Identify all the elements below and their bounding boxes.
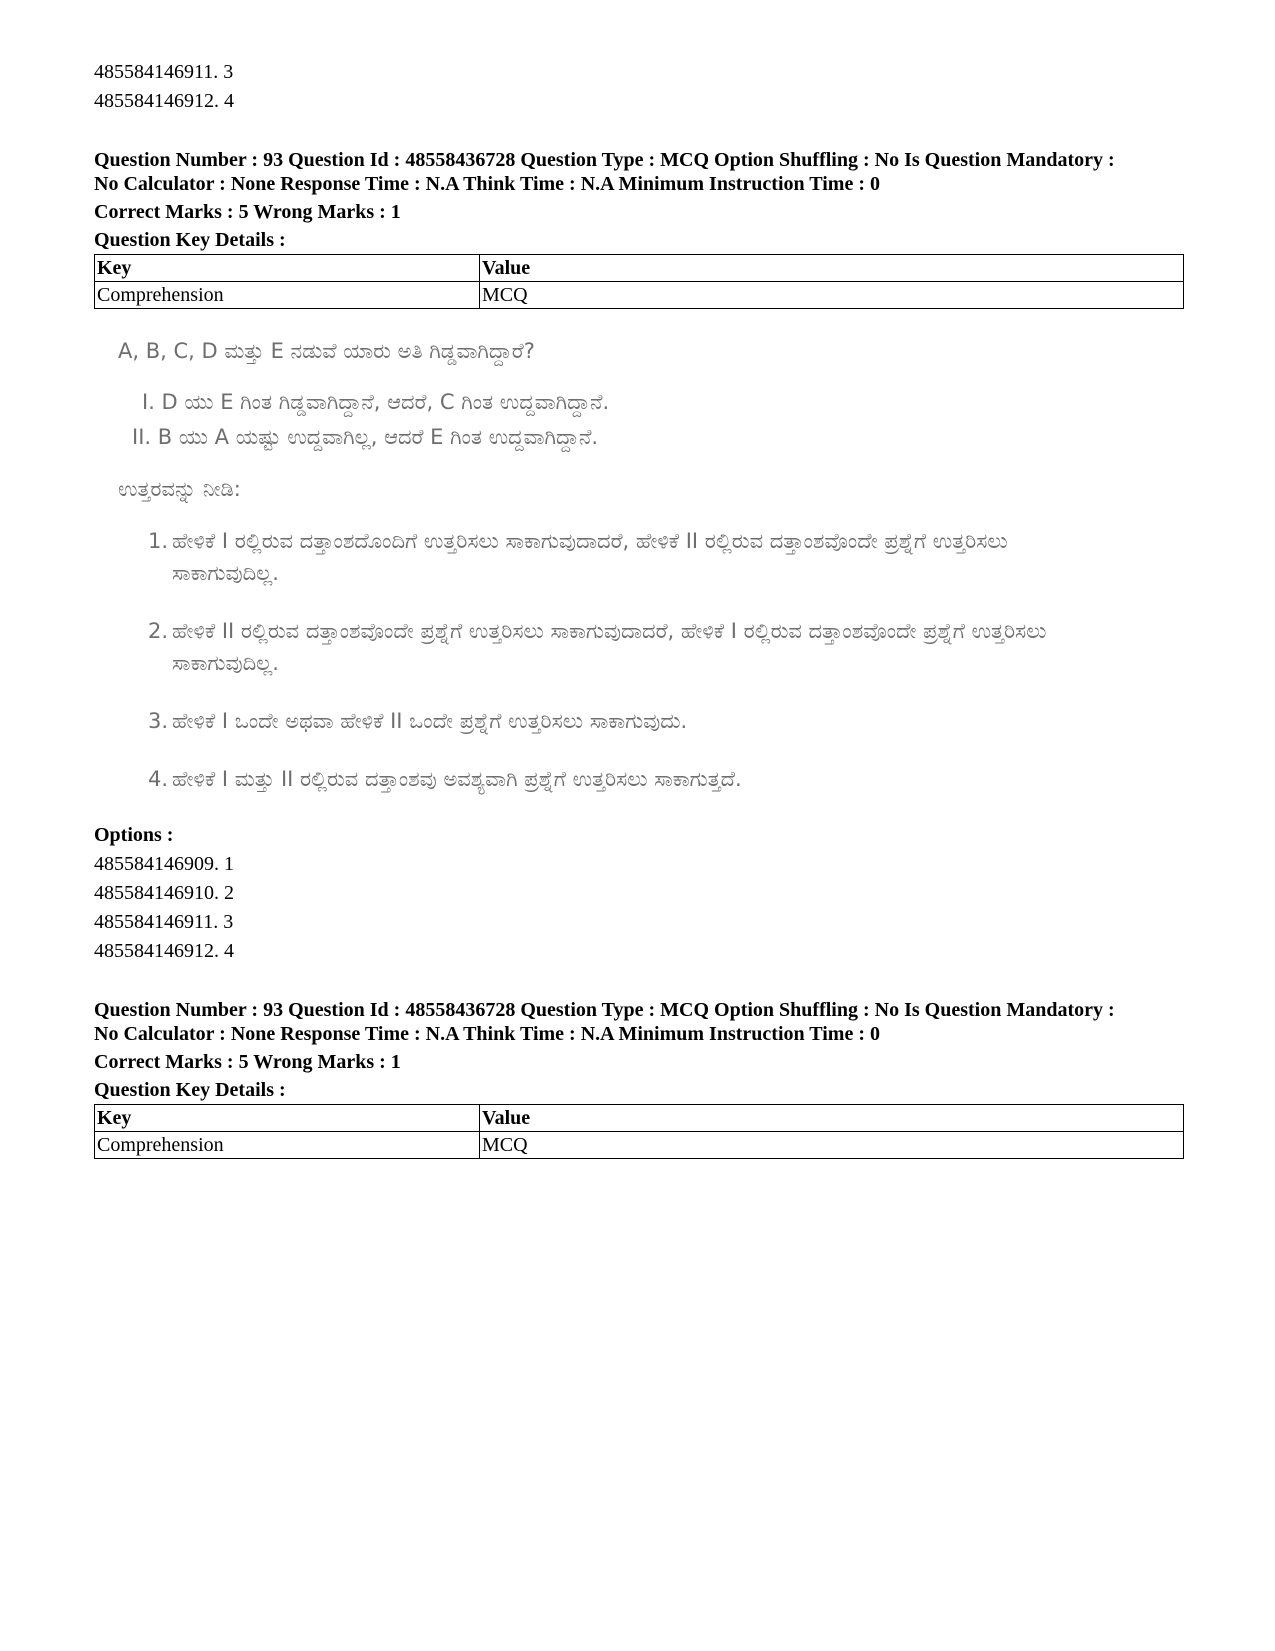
- question-meta-line-1: Question Number : 93 Question Id : 48558436728 Question Type : MCQ Option Shuffling : No Is Question Mandatory :: [94, 999, 1115, 1021]
- document-page: [94, 58, 1184, 1159]
- table-cell-key: Comprehension: [95, 282, 480, 309]
- previous-options-list: [94, 58, 1184, 116]
- key-details-table: [94, 254, 1184, 309]
- marks-line: Correct Marks : 5 Wrong Marks : 1: [94, 201, 401, 223]
- choice-text: ಹೇಳಿಕೆ I ಒಂದೇ ಅಥವಾ ಹೇಳಿಕೆ II ಒಂದೇ ಪ್ರಶ್ನೆಗೆ ಉತ್ತರಿಸಲು ಸಾಕಾಗುವುದು.: [172, 709, 688, 733]
- choice-text: ಹೇಳಿಕೆ I ಮತ್ತು II ರಲ್ಲಿರುವ ದತ್ತಾಂಶವು ಅವಶ್ಯವಾಗಿ ಪ್ರಶ್ನೆಗೆ ಉತ್ತರಿಸಲು ಸಾಕಾಗುತ್ತದೆ.: [172, 767, 742, 791]
- choice-number: 1.: [148, 529, 169, 553]
- question-meta-line-2: No Calculator : None Response Time : N.A Think Time : N.A Minimum Instruction Time : 0: [94, 1023, 880, 1045]
- table-cell-value: MCQ: [480, 282, 1184, 309]
- table-header-key: Key: [95, 255, 480, 282]
- key-details-label: Question Key Details :: [94, 1079, 286, 1101]
- question-meta-block: [94, 998, 1184, 1159]
- list-item: [148, 763, 1184, 795]
- choice-number: 4.: [148, 767, 169, 791]
- question-meta-block: [94, 148, 1184, 309]
- key-details-table: [94, 1104, 1184, 1159]
- statements: [118, 385, 1184, 455]
- table-header-key: Key: [95, 1105, 480, 1132]
- table-cell-key: Comprehension: [95, 1132, 480, 1159]
- option-line: 485584146912. 4: [94, 90, 234, 112]
- list-item: [148, 615, 1184, 679]
- answer-choices: [118, 525, 1184, 795]
- statement-1: I. D ಯು E ಗಿಂತ ಗಿಡ್ಡವಾಗಿದ್ದಾನೆ, ಆದರೆ, C ಗಿಂತ ಉದ್ದವಾಗಿದ್ದಾನೆ.: [142, 390, 610, 414]
- choice-text: ಹೇಳಿಕೆ II ರಲ್ಲಿರುವ ದತ್ತಾಂಶವೊಂದೇ ಪ್ರಶ್ನೆಗೆ ಉತ್ತರಿಸಲು ಸಾಕಾಗುವುದಾದರೆ, ಹೇಳಿಕೆ I ರಲ್ಲಿರುವ ದತ್ತಾಂಶವೊಂದೇ ಪ್ರಶ್ನೆಗೆ ಉತ್ತರಿಸಲು ಸಾಕಾಗುವುದಿಲ್ಲ.: [172, 619, 1047, 675]
- options-label: Options :: [94, 824, 174, 846]
- table-header-value: Value: [480, 255, 1184, 282]
- question-stem: A, B, C, D ಮತ್ತು E ನಡುವೆ ಯಾರು ಅತಿ ಗಿಡ್ಡವಾಗಿದ್ದಾರೆ?: [118, 339, 535, 363]
- table-row: [95, 1132, 1184, 1159]
- option-line: 485584146912. 4: [94, 940, 234, 962]
- table-row: [95, 282, 1184, 309]
- question-meta-line-1: Question Number : 93 Question Id : 48558436728 Question Type : MCQ Option Shuffling : No Is Question Mandatory :: [94, 149, 1115, 171]
- table-header-row: [95, 255, 1184, 282]
- table-header-value: Value: [480, 1105, 1184, 1132]
- table-cell-value: MCQ: [480, 1132, 1184, 1159]
- question-meta-line-2: No Calculator : None Response Time : N.A Think Time : N.A Minimum Instruction Time : 0: [94, 173, 880, 195]
- instruction: ಉತ್ತರವನ್ನು ನೀಡಿ:: [118, 477, 241, 501]
- question-image: [94, 335, 1184, 795]
- choice-number: 3.: [148, 709, 169, 733]
- list-item: [148, 525, 1184, 589]
- option-line: 485584146911. 3: [94, 911, 234, 933]
- table-header-row: [95, 1105, 1184, 1132]
- option-line: 485584146911. 3: [94, 61, 234, 83]
- list-item: [148, 705, 1184, 737]
- marks-line: Correct Marks : 5 Wrong Marks : 1: [94, 1051, 401, 1073]
- options-block: [94, 821, 1184, 966]
- option-line: 485584146910. 2: [94, 882, 234, 904]
- choice-text: ಹೇಳಿಕೆ I ರಲ್ಲಿರುವ ದತ್ತಾಂಶದೊಂದಿಗೆ ಉತ್ತರಿಸಲು ಸಾಕಾಗುವುದಾದರೆ, ಹೇಳಿಕೆ II ರಲ್ಲಿರುವ ದತ್ತಾಂಶವೊಂದೇ ಪ್ರಶ್ನೆಗೆ ಉತ್ತರಿಸಲು ಸಾಕಾಗುವುದಿಲ್ಲ.: [172, 529, 1008, 585]
- key-details-label: Question Key Details :: [94, 229, 286, 251]
- option-line: 485584146909. 1: [94, 853, 234, 875]
- choice-number: 2.: [148, 619, 169, 643]
- statement-2: II. B ಯು A ಯಷ್ಟು ಉದ್ದವಾಗಿಲ್ಲ, ಆದರೆ E ಗಿಂತ ಉದ್ದವಾಗಿದ್ದಾನೆ.: [132, 425, 599, 449]
